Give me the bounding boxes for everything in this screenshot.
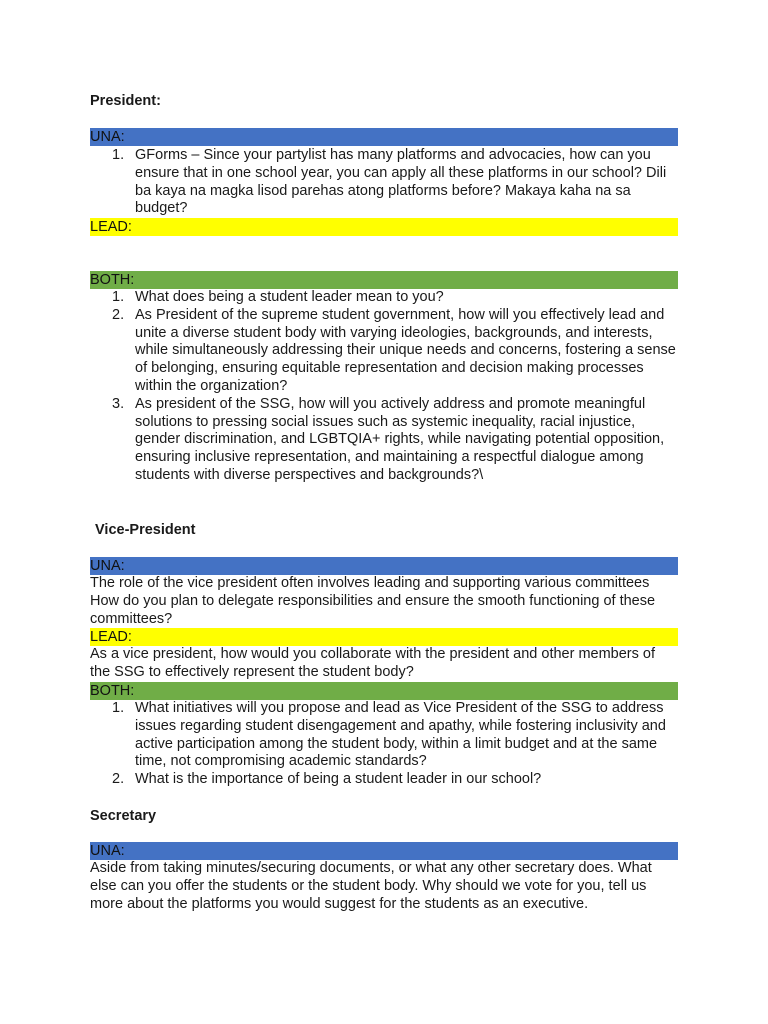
vp-both-list	[90, 700, 678, 789]
question-text: As president of the SSG, how will you actively address and promote meaningful solutions to pressing social issues such as systemic inequality, racial injustice, gender discrimination, and LGBTQIA+ rights, while navigating potential opposition, ensuring inclusive representation, and maintaining a respectful dialogue among students with diverse perspectives and backgrounds?\	[135, 395, 665, 483]
president-lead-label: LEAD:	[90, 218, 678, 236]
list-number: 2.	[112, 771, 125, 788]
vp-both-label: BOTH:	[90, 682, 678, 700]
president-both-list	[90, 289, 678, 485]
list-item	[90, 147, 678, 218]
president-heading: President:	[90, 93, 161, 109]
secretary-heading: Secretary	[90, 808, 157, 824]
list-number: 1.	[112, 700, 125, 716]
vp-lead-label: LEAD:	[90, 628, 678, 646]
secretary-una-text: Aside from taking minutes/securing documents, or what any other secretary does. What else can you offer the students or the student body. Why should we vote for you, tell us more about the platforms you would suggest for the students as an executive.	[90, 860, 652, 912]
question-text: What is the importance of being a student leader in our school?	[135, 771, 542, 788]
question-text: GForms – Since your partylist has many platforms and advocacies, how can you ensure that in one school year, you can apply all these platforms in our school? Dili ba kaya na magka lisod parehas atong platforms before? Makaya kaha na sa budget?	[135, 147, 667, 217]
vp-lead-text: As a vice president, how would you collaborate with the president and other members of the SSG to effectively represent the student body?	[90, 646, 656, 680]
vp-una-label: UNA:	[90, 557, 678, 575]
president-una-list	[90, 147, 678, 218]
list-item	[90, 700, 678, 771]
list-item	[90, 289, 678, 307]
question-text: What initiatives will you propose and lead as Vice President of the SSG to address issues regarding student disengagement and apathy, while fostering inclusivity and active participation among the student body, within a limit budget and at the same time, not compromising academic standards?	[135, 700, 666, 770]
list-number: 2.	[112, 306, 125, 323]
vice-president-heading: Vice-President	[95, 522, 196, 538]
list-number: 1.	[112, 289, 125, 305]
list-item	[90, 771, 678, 789]
list-item	[90, 307, 678, 396]
list-number: 3.	[112, 395, 125, 412]
president-both-label: BOTH:	[90, 271, 678, 289]
list-number: 1.	[112, 147, 125, 163]
president-una-label: UNA:	[90, 128, 678, 146]
question-text: As President of the supreme student government, how will you effectively lead and unite a diverse student body with varying ideologies, backgrounds, and interests, while simultaneously addressing their unique needs and concerns, fostering a sense of belonging, ensuring equitable representation and decision making processes within the organization?	[135, 306, 676, 394]
secretary-una-label: UNA:	[90, 842, 678, 860]
vp-una-text: The role of the vice president often involves leading and supporting various committees How do you plan to delegate responsibilities and ensure the smooth functioning of these committees?	[90, 575, 656, 627]
list-item	[90, 396, 678, 485]
question-text: What does being a student leader mean to you?	[135, 289, 444, 305]
